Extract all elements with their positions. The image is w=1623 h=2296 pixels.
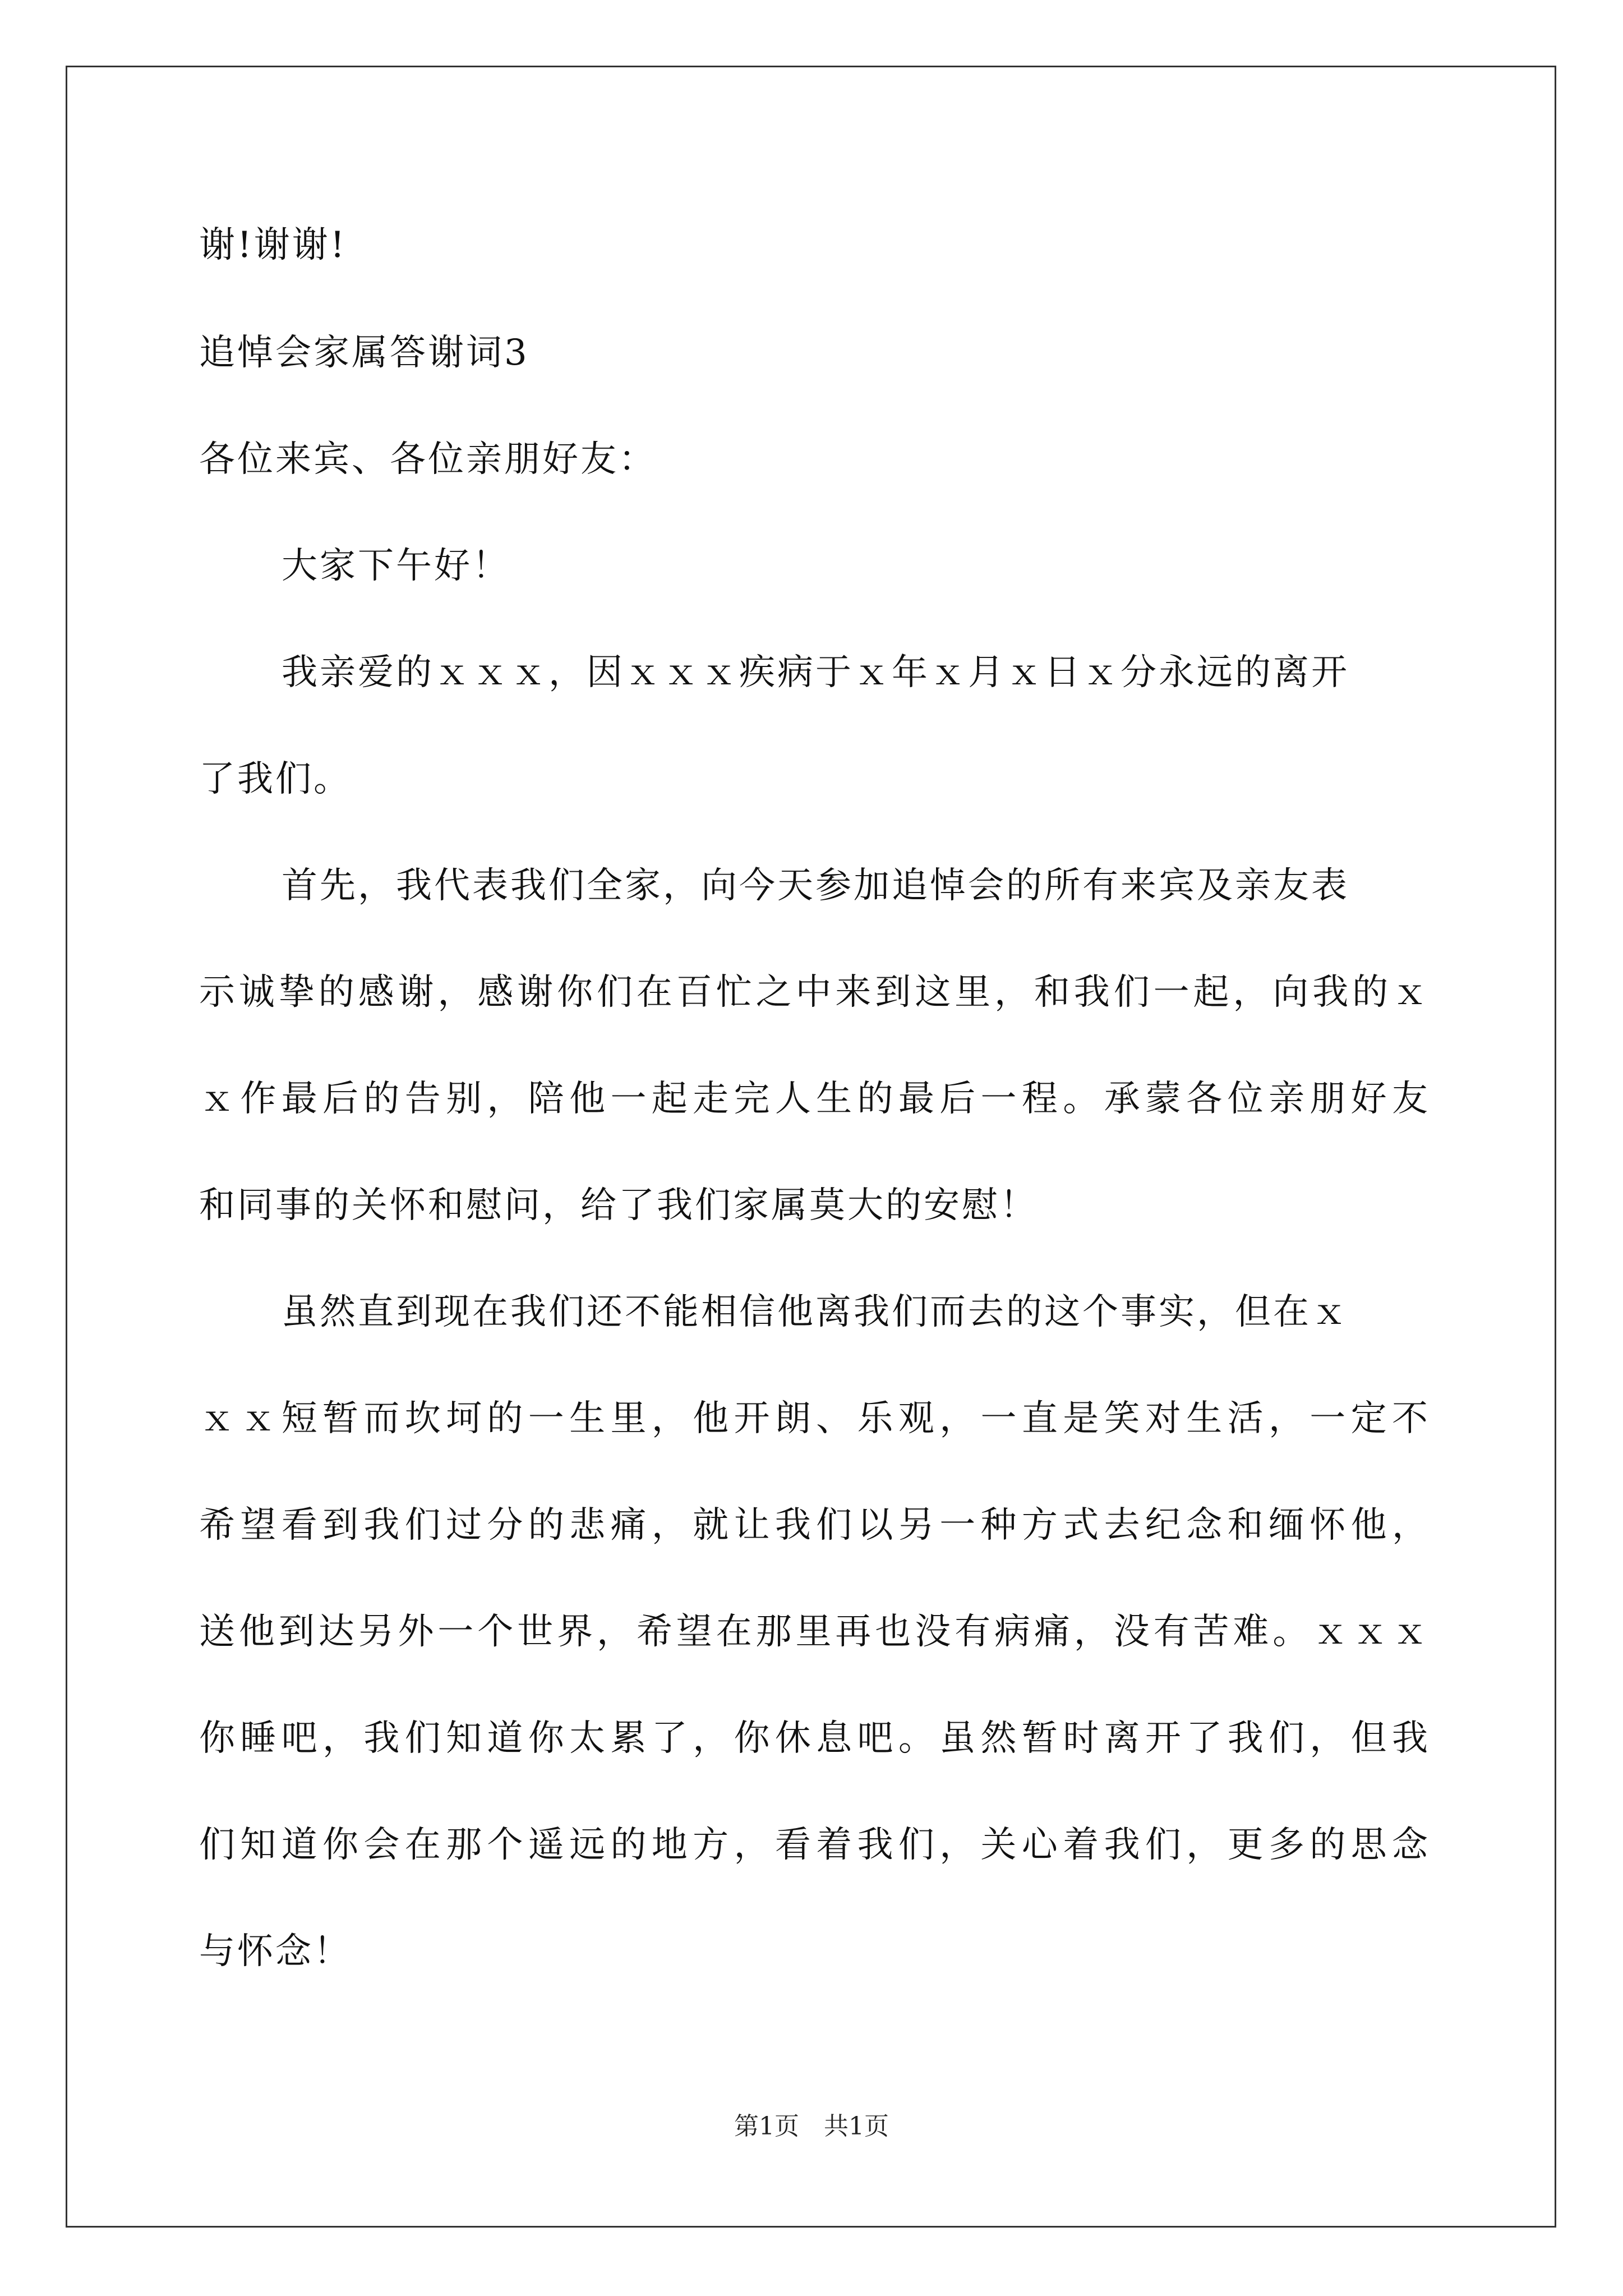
paragraph-3-line-3: 希望看到我们过分的悲痛，就让我们以另一种方式去纪念和缅怀他， (199, 1504, 1430, 1546)
paragraph-3-line-5: 你睡吧，我们知道你太累了，你休息吧。虽然暂时离开了我们，但我 (199, 1718, 1430, 1759)
page-border (66, 66, 1556, 2228)
paragraph-2-line-4: 和同事的关怀和慰问，给了我们家属莫大的安慰！ (199, 1185, 1038, 1226)
closing-thanks-line: 谢!谢谢! (199, 224, 347, 266)
paragraph-3-line-6: 们知道你会在那个遥远的地方，看着我们，关心着我们，更多的思念 (199, 1824, 1430, 1866)
paragraph-2-line-1: 首先，我代表我们全家，向今天参加追悼会的所有来宾及亲友表 (282, 865, 1349, 907)
paragraph-3-line-2: ｘｘ短暂而坎坷的一生里，他开朗、乐观，一直是笑对生活，一定不 (199, 1398, 1430, 1439)
paragraph-3-line-4: 送他到达另外一个世界，希望在那里再也没有病痛，没有苦难。ｘｘｘ (199, 1611, 1430, 1653)
paragraph-3-line-7: 与怀念！ (199, 1931, 352, 1972)
paragraph-1-line-2: 了我们。 (199, 758, 352, 800)
section-title: 追悼会家属答谢词3 (199, 332, 529, 374)
salutation: 各位来宾、各位亲朋好友： (199, 439, 657, 480)
paragraph-3-line-1: 虽然直到现在我们还不能相信他离我们而去的这个事实，但在ｘ (282, 1291, 1349, 1333)
page-number-footer: 第1页 共1页 (734, 2112, 889, 2141)
paragraph-2-line-3: ｘ作最后的告别，陪他一起走完人生的最后一程。承蒙各位亲朋好友 (199, 1078, 1430, 1120)
paragraph-2-line-2: 示诚挚的感谢，感谢你们在百忙之中来到这里，和我们一起，向我的ｘ (199, 972, 1430, 1013)
paragraph-1-line-1: 我亲爱的ｘｘｘ，因ｘｘｘ疾病于ｘ年ｘ月ｘ日ｘ分永远的离开 (282, 652, 1349, 693)
greeting: 大家下午好！ (282, 545, 510, 587)
